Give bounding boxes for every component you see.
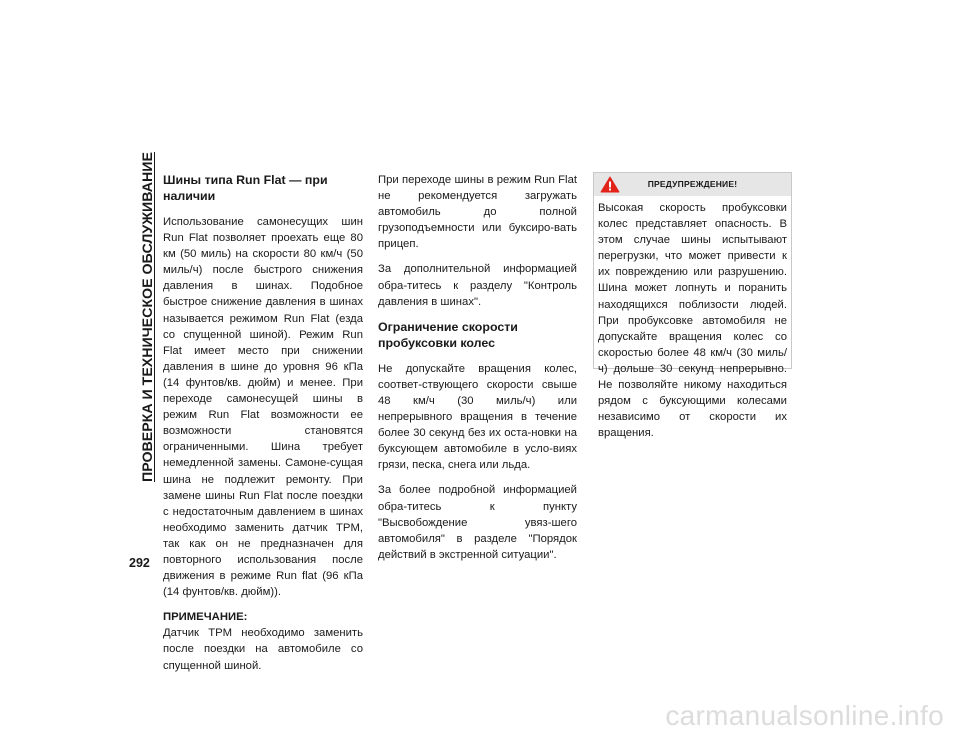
note-text: Датчик TPM необходимо заменить после поездки на автомобиле со спущенной шиной.: [163, 627, 363, 672]
warning-title: ПРЕДУПРЕЖДЕНИЕ!: [647, 179, 738, 189]
middle-column: [378, 172, 577, 572]
stuck-vehicle-reference-paragraph: За более подробной информацией обра-титесь к пункту "Высвобождение увяз-шего автомобиля" в разделе "Порядок действий в экстренной ситуации".: [378, 484, 577, 561]
run-flat-heading: Шины типа Run Flat — при наличии: [163, 173, 328, 203]
watermark-logo: carmanualsonline.info: [665, 700, 944, 731]
note-label: ПРИМЕЧАНИЕ:: [163, 611, 248, 624]
section-side-title-text: ПРОВЕРКА И ТЕХНИЧЕСКОЕ ОБСЛУЖИВАНИЕ: [140, 152, 156, 482]
run-flat-load-paragraph: При переходе шины в режим Run Flat не рекомендуется загружать автомобиль до полной грузоподъемности или буксиро-вать прицеп.: [378, 174, 577, 251]
tpms-reference-paragraph: За дополнительной информацией обра-титесь к разделу "Контроль давления в шинах".: [378, 263, 577, 308]
wheel-spin-heading: Ограничение скорости пробуксовки колес: [378, 319, 518, 350]
section-side-title: [138, 152, 160, 482]
warning-header: [594, 173, 791, 196]
warning-text: Высокая скорость пробуксовки колес представляет опасность. В этом случае шины испытывают перегрузки, что может привести к их повреждению или разрушению. Шина может лопнуть и поранить находящихся поблизости людей. При пробуксовке автомобиля не допускайте вращения колес со скоростью более 48 км/ч (30 миль/ч) дольше 30 секунд непрерывно. Не позволяйте никому находиться рядом с буксующими колесами независимо от скорости их вращения.: [598, 202, 787, 440]
run-flat-paragraph: Использование самонесущих шин Run Flat позволяет проехать еще 80 км (50 миль) на скорости 80 км/ч (50 миль/ч) после быстрого снижения давления в шинах. Подобное быстрое снижение давления в шинах называется режимом Run Flat (езда со спущенной шиной). Режим Run Flat имеет место при снижении давления в шине до уровня 96 кПа (14 фунтов/кв. дюйм) и менее. При переходе самонесущей шины в режим Run Flat возможности ее возможности становятся ограниченными. Шина требует немедленной замены. Самоне-сущая шина не подлежит ремонту. При замене шины Run Flat после поездки с недостаточным давлением в шинах необходимо заменить датчик TPM, так как он не предназначен для повторного использования после движения в режиме Run flat (96 кПа (14 фунтов/кв. дюйм)).: [163, 216, 363, 599]
left-column: [163, 172, 363, 683]
page-number: 292: [129, 556, 150, 570]
warning-box: [593, 172, 792, 440]
wheel-spin-paragraph: Не допускайте вращения колес, соответ-ствующего скорости свыше 48 км/ч (30 миль/ч) или непрерывного вращения в течение более 30 секунд без их оста-новки на буксующем автомобиле в усло-виях грязи, песка, снега или льда.: [378, 362, 577, 472]
